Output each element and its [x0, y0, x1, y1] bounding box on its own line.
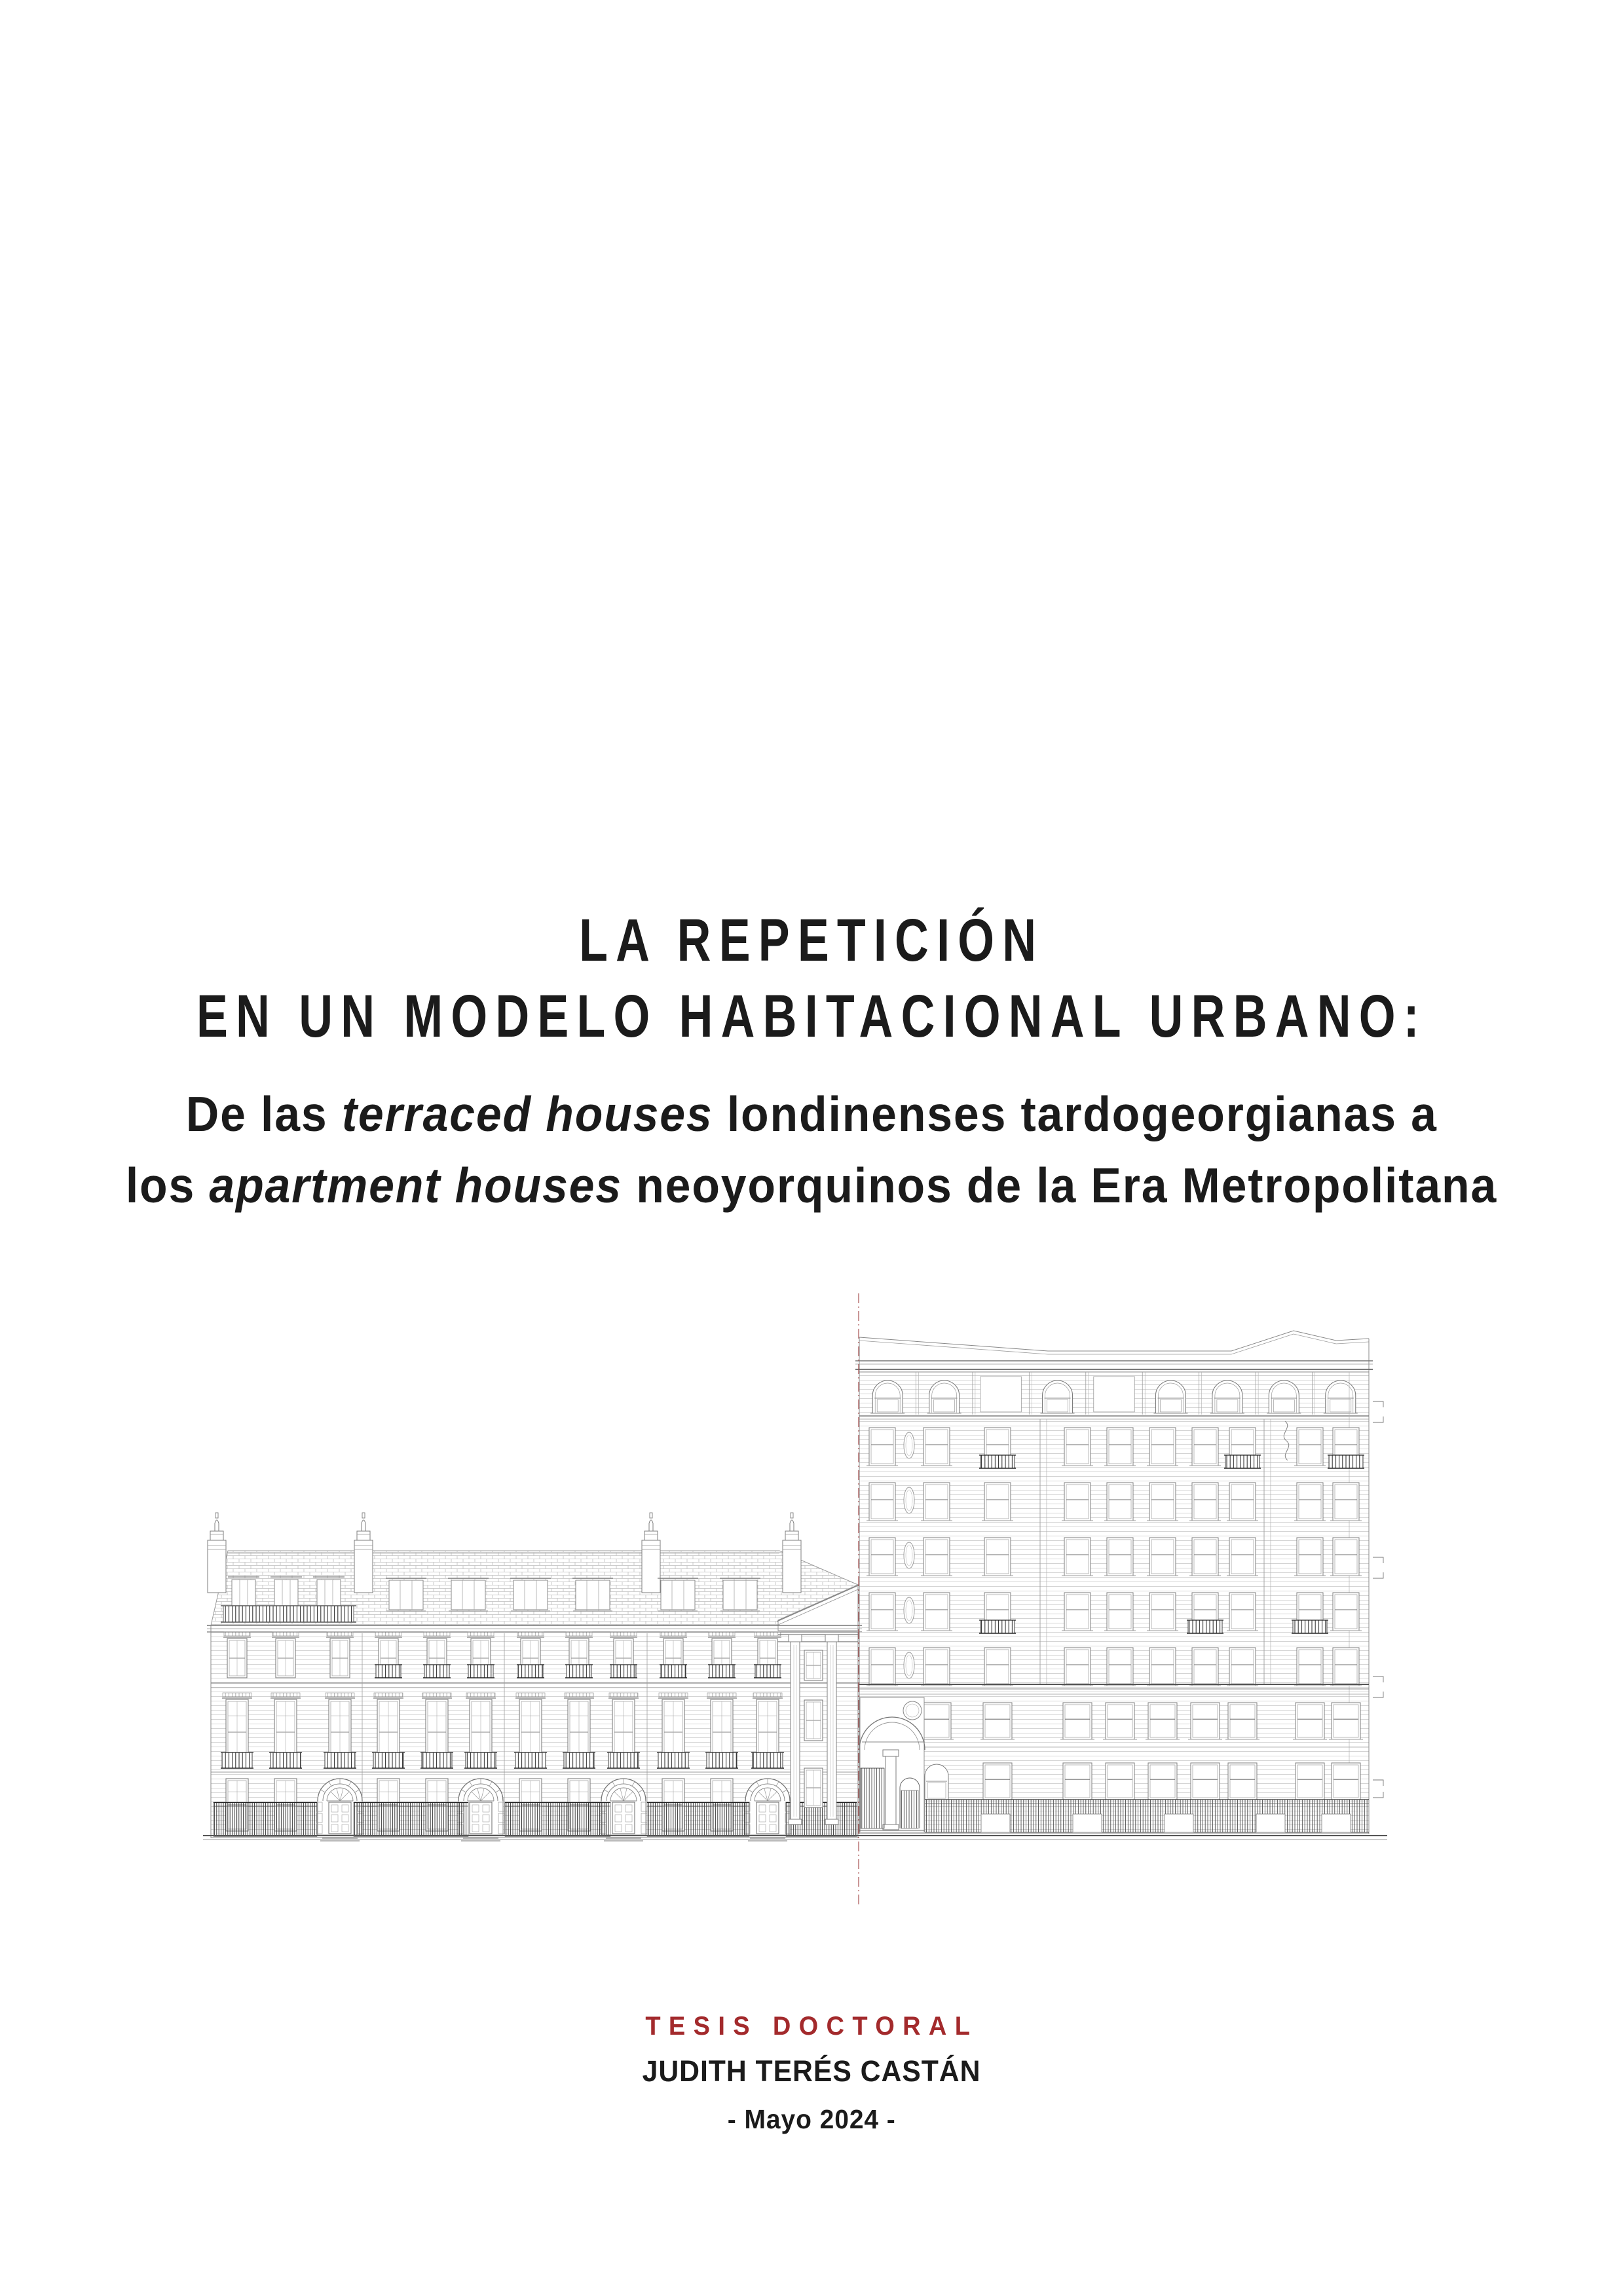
publication-date-text: - Mayo 2024 -	[727, 2104, 896, 2134]
subtitle-line1	[0, 1086, 1623, 1141]
author-name	[0, 2056, 1623, 2086]
subtitle-line2	[0, 1158, 1623, 1213]
subtitle-line2-pre: los	[125, 1158, 210, 1213]
terraced-houses-drawing	[207, 1513, 862, 1841]
cover-illustration	[196, 1270, 1415, 1912]
subtitle-line2-post: neoyorquinos de la Era Metropolitana	[622, 1158, 1498, 1213]
subtitle-line1-pre: De las	[185, 1086, 342, 1141]
author-name-text: JUDITH TERÉS CASTÁN	[642, 2054, 981, 2088]
thesis-type-text: TESIS DOCTORAL	[645, 2012, 978, 2041]
publication-date	[0, 2106, 1623, 2133]
page-title-line1	[0, 907, 1623, 974]
page-title-line1-text: LA REPETICIÓN	[578, 907, 1045, 974]
thesis-type-label	[0, 2013, 1623, 2039]
subtitle-line1-italic: terraced houses	[341, 1086, 713, 1141]
page-title-line2-text: EN UN MODELO HABITACIONAL URBANO:	[196, 983, 1427, 1050]
subtitle-line2-italic: apartment houses	[209, 1158, 622, 1213]
subtitle-line1-post: londinenses tardogeorgianas a	[713, 1086, 1438, 1141]
page-title-line2	[0, 983, 1623, 1050]
